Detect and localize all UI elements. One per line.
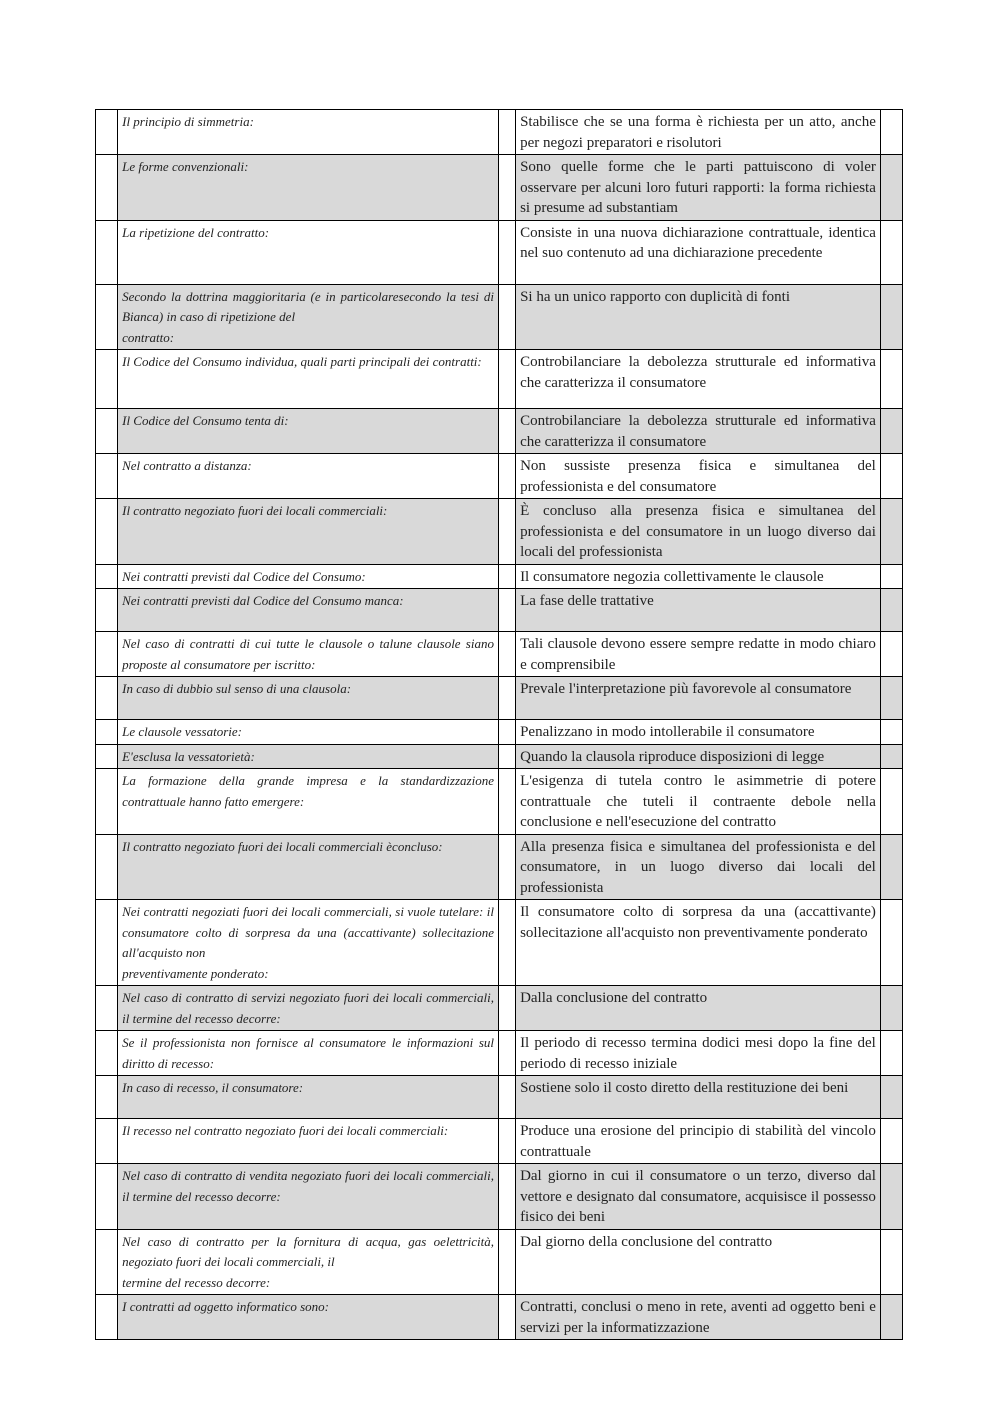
- row-end-cell: [880, 1031, 902, 1076]
- question-cell: In caso di dubbio sul senso di una clausola:: [118, 677, 499, 720]
- table-row: [96, 677, 903, 720]
- table-row: [96, 1295, 903, 1340]
- row-margin-cell: [96, 900, 118, 986]
- table-row: [96, 350, 903, 409]
- table-row: [96, 589, 903, 632]
- separator-cell: [498, 632, 515, 677]
- row-end-cell: [880, 110, 902, 155]
- question-cell: Nei contratti previsti dal Codice del Consumo manca:: [118, 589, 499, 632]
- separator-cell: [498, 220, 515, 284]
- question-cell: Il contratto negoziato fuori dei locali commerciali:: [118, 499, 499, 565]
- table-row: [96, 284, 903, 350]
- table-row: [96, 720, 903, 745]
- table-row: [96, 769, 903, 835]
- answer-cell: Controbilanciare la debolezza strutturale ed informativa che caratterizza il consumatore: [516, 350, 881, 409]
- answer-cell: Tali clausole devono essere sempre redatte in modo chiaro e comprensibile: [516, 632, 881, 677]
- row-margin-cell: [96, 1229, 118, 1295]
- answer-cell: Il consumatore colto di sorpresa da una (accattivante) sollecitazione all'acquisto non preventivamente ponderato: [516, 900, 881, 986]
- separator-cell: [498, 589, 515, 632]
- table-row: [96, 1031, 903, 1076]
- question-cell: Il principio di simmetria:: [118, 110, 499, 155]
- question-cell: La formazione della grande impresa e la standardizzazione contrattuale hanno fatto emergere:: [118, 769, 499, 835]
- row-margin-cell: [96, 499, 118, 565]
- separator-cell: [498, 1229, 515, 1295]
- row-margin-cell: [96, 350, 118, 409]
- answer-cell: Contratti, conclusi o meno in rete, aventi ad oggetto beni e servizi per la informatizzazione: [516, 1295, 881, 1340]
- row-margin-cell: [96, 1076, 118, 1119]
- separator-cell: [498, 409, 515, 454]
- row-margin-cell: [96, 110, 118, 155]
- separator-cell: [498, 677, 515, 720]
- row-end-cell: [880, 350, 902, 409]
- row-margin-cell: [96, 720, 118, 745]
- row-end-cell: [880, 284, 902, 350]
- row-end-cell: [880, 1229, 902, 1295]
- row-margin-cell: [96, 220, 118, 284]
- separator-cell: [498, 1295, 515, 1340]
- table-row: [96, 110, 903, 155]
- answer-cell: Produce una erosione del principio di stabilità del vincolo contrattuale: [516, 1119, 881, 1164]
- question-cell: Il recesso nel contratto negoziato fuori dei locali commerciali:: [118, 1119, 499, 1164]
- answer-cell: Stabilisce che se una forma è richiesta per un atto, anche per negozi preparatori e risolutori: [516, 110, 881, 155]
- table-row: [96, 1119, 903, 1164]
- question-cell: Nel caso di contratti di cui tutte le clausole o talune clausole siano proposte al consumatore per iscritto:: [118, 632, 499, 677]
- separator-cell: [498, 720, 515, 745]
- row-margin-cell: [96, 454, 118, 499]
- row-end-cell: [880, 720, 902, 745]
- row-end-cell: [880, 986, 902, 1031]
- answer-cell: Penalizzano in modo intollerabile il consumatore: [516, 720, 881, 745]
- answer-cell: Prevale l'interpretazione più favorevole al consumatore: [516, 677, 881, 720]
- separator-cell: [498, 986, 515, 1031]
- separator-cell: [498, 1164, 515, 1230]
- separator-cell: [498, 834, 515, 900]
- qa-table: [95, 109, 903, 1340]
- answer-cell: Dalla conclusione del contratto: [516, 986, 881, 1031]
- row-margin-cell: [96, 564, 118, 589]
- question-cell: Se il professionista non fornisce al consumatore le informazioni sul diritto di recesso:: [118, 1031, 499, 1076]
- table-row: [96, 220, 903, 284]
- row-margin-cell: [96, 1164, 118, 1230]
- answer-cell: L'esigenza di tutela contro le asimmetrie di potere contrattuale che tuteli il contraente debole nella conclusione e nell'esecuzione del contratto: [516, 769, 881, 835]
- row-margin-cell: [96, 744, 118, 769]
- separator-cell: [498, 499, 515, 565]
- table-row: [96, 409, 903, 454]
- separator-cell: [498, 110, 515, 155]
- answer-cell: Controbilanciare la debolezza strutturale ed informativa che caratterizza il consumatore: [516, 409, 881, 454]
- row-margin-cell: [96, 769, 118, 835]
- answer-cell: Sostiene solo il costo diretto della restituzione dei beni: [516, 1076, 881, 1119]
- row-margin-cell: [96, 155, 118, 221]
- question-cell: La ripetizione del contratto:: [118, 220, 499, 284]
- answer-cell: Consiste in una nuova dichiarazione contrattuale, identica nel suo contenuto ad una dichiarazione precedente: [516, 220, 881, 284]
- question-cell: Le forme convenzionali:: [118, 155, 499, 221]
- table-row: [96, 632, 903, 677]
- question-cell: Nei contratti negoziati fuori dei locali commerciali, si vuole tutelare: il consumatore colto di sorpresa da una (accattivante) sollecitazione all'acquisto non preventivamente ponderato:: [118, 900, 499, 986]
- separator-cell: [498, 900, 515, 986]
- answer-cell: Alla presenza fisica e simultanea del professionista e del consumatore, in un luogo diverso dai locali del professionista: [516, 834, 881, 900]
- separator-cell: [498, 564, 515, 589]
- row-end-cell: [880, 409, 902, 454]
- table-row: [96, 499, 903, 565]
- separator-cell: [498, 1076, 515, 1119]
- question-cell: Nel caso di contratto di vendita negoziato fuori dei locali commerciali, il termine del recesso decorre:: [118, 1164, 499, 1230]
- row-end-cell: [880, 1295, 902, 1340]
- row-margin-cell: [96, 284, 118, 350]
- row-end-cell: [880, 499, 902, 565]
- row-end-cell: [880, 1119, 902, 1164]
- row-margin-cell: [96, 1119, 118, 1164]
- row-end-cell: [880, 769, 902, 835]
- row-end-cell: [880, 632, 902, 677]
- separator-cell: [498, 454, 515, 499]
- row-margin-cell: [96, 1295, 118, 1340]
- table-row: [96, 454, 903, 499]
- question-cell: Secondo la dottrina maggioritaria (e in particolaresecondo la tesi di Bianca) in caso di ripetizione del contratto:: [118, 284, 499, 350]
- answer-cell: Sono quelle forme che le parti pattuiscono di voler osservare per alcuni loro futuri rapporti: la forma richiesta si presume ad substantiam: [516, 155, 881, 221]
- question-cell: Nel caso di contratto di servizi negoziato fuori dei locali commerciali, il termine del recesso decorre:: [118, 986, 499, 1031]
- answer-cell: La fase delle trattative: [516, 589, 881, 632]
- row-margin-cell: [96, 834, 118, 900]
- answer-cell: Il consumatore negozia collettivamente le clausole: [516, 564, 881, 589]
- row-margin-cell: [96, 409, 118, 454]
- qa-table-body: [96, 110, 903, 1340]
- question-cell: In caso di recesso, il consumatore:: [118, 1076, 499, 1119]
- question-cell: Nel caso di contratto per la fornitura di acqua, gas oelettricità, negoziato fuori dei locali commerciali, il termine del recesso decorre:: [118, 1229, 499, 1295]
- row-end-cell: [880, 834, 902, 900]
- table-row: [96, 1076, 903, 1119]
- row-margin-cell: [96, 632, 118, 677]
- question-cell: Nei contratti previsti dal Codice del Consumo:: [118, 564, 499, 589]
- question-cell: Il Codice del Consumo individua, quali parti principali dei contratti:: [118, 350, 499, 409]
- answer-cell: Dal giorno in cui il consumatore o un terzo, diverso dal vettore e designato dal consumatore, acquisisce il possesso fisico dei beni: [516, 1164, 881, 1230]
- answer-cell: Dal giorno della conclusione del contratto: [516, 1229, 881, 1295]
- question-cell: Le clausole vessatorie:: [118, 720, 499, 745]
- row-end-cell: [880, 1076, 902, 1119]
- answer-cell: Quando la clausola riproduce disposizioni di legge: [516, 744, 881, 769]
- table-row: [96, 1164, 903, 1230]
- table-row: [96, 744, 903, 769]
- table-row: [96, 986, 903, 1031]
- separator-cell: [498, 350, 515, 409]
- separator-cell: [498, 155, 515, 221]
- question-cell: E'esclusa la vessatorietà:: [118, 744, 499, 769]
- separator-cell: [498, 769, 515, 835]
- answer-cell: Il periodo di recesso termina dodici mesi dopo la fine del periodo di recesso iniziale: [516, 1031, 881, 1076]
- question-cell: Il Codice del Consumo tenta di:: [118, 409, 499, 454]
- row-margin-cell: [96, 677, 118, 720]
- row-margin-cell: [96, 589, 118, 632]
- question-cell: Nel contratto a distanza:: [118, 454, 499, 499]
- table-row: [96, 155, 903, 221]
- row-end-cell: [880, 454, 902, 499]
- answer-cell: È concluso alla presenza fisica e simultanea del professionista e del consumatore in un luogo diverso dai locali del professionista: [516, 499, 881, 565]
- row-margin-cell: [96, 1031, 118, 1076]
- row-end-cell: [880, 744, 902, 769]
- separator-cell: [498, 744, 515, 769]
- table-row: [96, 900, 903, 986]
- answer-cell: Non sussiste presenza fisica e simultanea del professionista e del consumatore: [516, 454, 881, 499]
- row-end-cell: [880, 589, 902, 632]
- row-end-cell: [880, 900, 902, 986]
- row-end-cell: [880, 155, 902, 221]
- table-row: [96, 564, 903, 589]
- table-row: [96, 834, 903, 900]
- row-end-cell: [880, 677, 902, 720]
- question-cell: Il contratto negoziato fuori dei locali commerciali èconcluso:: [118, 834, 499, 900]
- question-cell: I contratti ad oggetto informatico sono:: [118, 1295, 499, 1340]
- table-row: [96, 1229, 903, 1295]
- separator-cell: [498, 284, 515, 350]
- row-margin-cell: [96, 986, 118, 1031]
- row-end-cell: [880, 1164, 902, 1230]
- separator-cell: [498, 1119, 515, 1164]
- separator-cell: [498, 1031, 515, 1076]
- answer-cell: Si ha un unico rapporto con duplicità di fonti: [516, 284, 881, 350]
- row-end-cell: [880, 220, 902, 284]
- row-end-cell: [880, 564, 902, 589]
